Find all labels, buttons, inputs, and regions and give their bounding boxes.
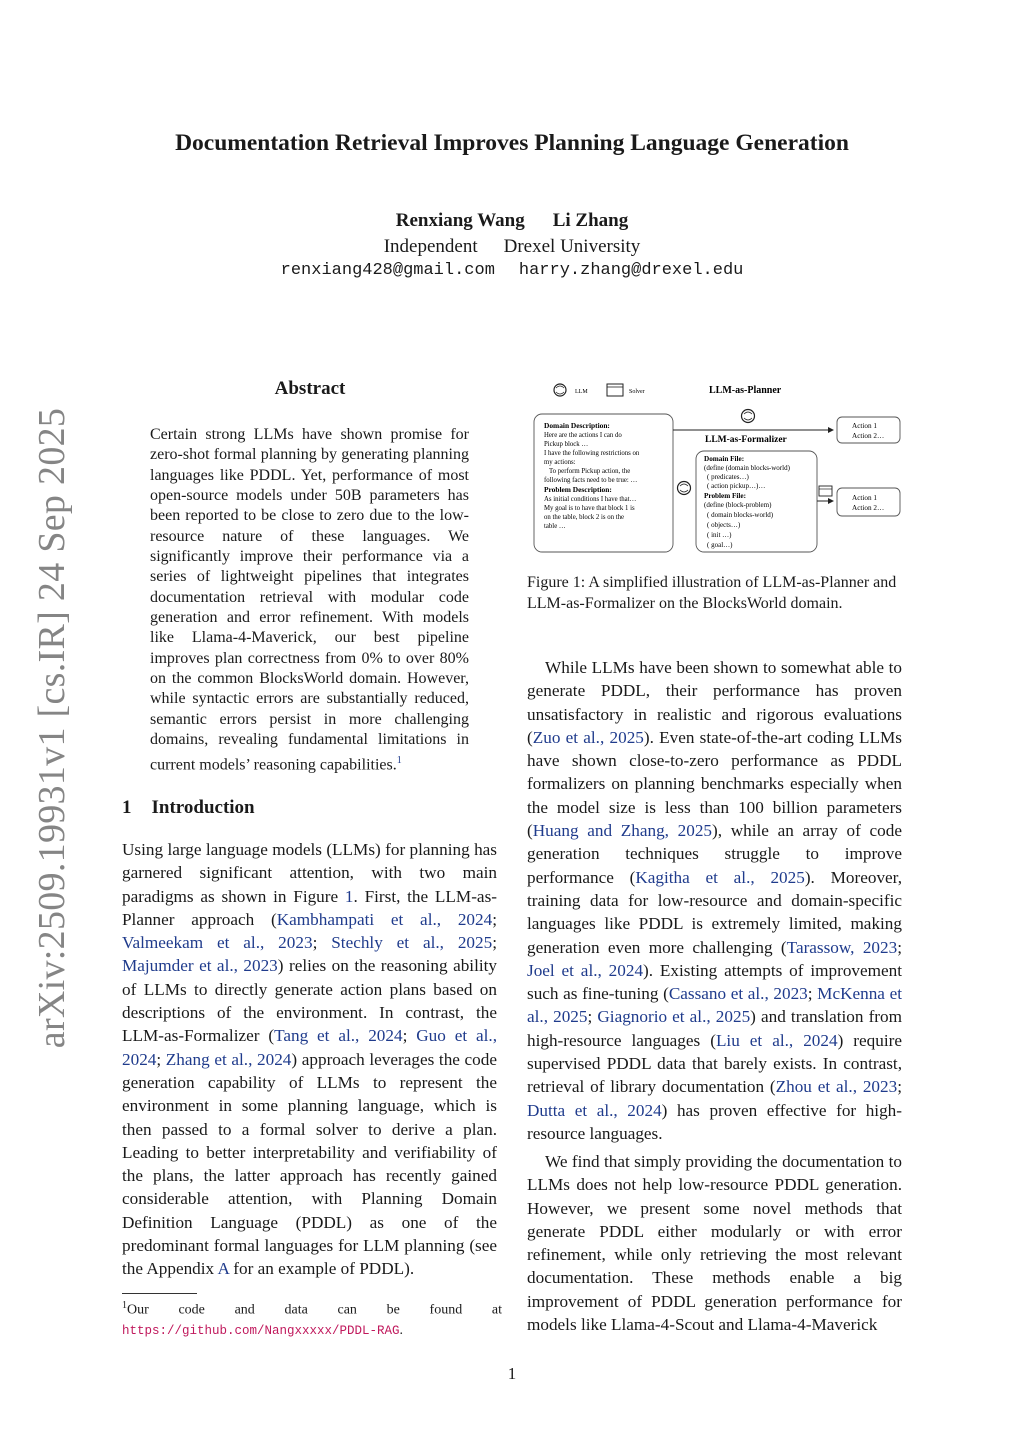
body-text: ) require supervised PDDL data that barely exists. In contrast, retrieval of library documentation (: [527, 1030, 902, 1097]
body-text: ). Even state-of-the-art coding LLMs have shown close-to-zero performance as PDDL formalizers on planning benchmarks especially when the model size is less than 100 billion parameters (: [527, 727, 902, 841]
citation-link[interactable]: Zhang et al., 2024: [165, 1049, 292, 1069]
affiliation-list: [0, 236, 1024, 258]
body-text: ;: [492, 933, 497, 953]
plan-output-text: Action 1 Action 2…: [852, 422, 885, 440]
body-text: ;: [897, 1077, 902, 1097]
citation-link[interactable]: McKenna et al., 2025: [527, 984, 902, 1027]
citation-link[interactable]: Stechly et al., 2025: [331, 933, 493, 953]
abstract-text: Certain strong LLMs have shown promise for zero-shot formal planning by generating planning languages like PDDL. Yet, performance of most open-source models under 50B parameters has been reported to be close to zero due to the low-resource nature of these languages. We significantly improve their performance via a series of lightweight pipelines that integrates documentation retrieval with modular code generation and error refinement. With models like Llama-4-Maverick, our best pipeline improves plan correctness from 0% to over 80% on the common BlocksWorld domain. However, while syntactic errors are substantially reduced, semantic errors persist in more challenging domains, revealing fundamental limitations in current models’ reasoning capabilities.: [150, 426, 469, 773]
author-name: Li Zhang: [552, 210, 629, 231]
body-text: ;: [807, 984, 818, 1004]
affiliation: Independent: [383, 236, 478, 257]
body-text: ), while an array of code generation techniques struggle to improve performance (: [527, 821, 902, 887]
solver-plan-text: Action 1 Action 2…: [852, 494, 885, 512]
page-number: 1: [507, 1364, 517, 1383]
body-text: ). Existing attempts of improvement such as fine-tuning (: [527, 960, 902, 1004]
footnote: [122, 1296, 502, 1341]
citation-link[interactable]: Giagnorio et al., 2025: [597, 1007, 751, 1027]
domain-file-text: (define (domain blocks-world) ( predicates…) ( action pickup…)…: [704, 464, 790, 490]
body-text: . First, the LLM-as-Planner approach (: [122, 886, 497, 929]
figure-1: [527, 376, 907, 560]
footnote-text: Our code and data can be found at: [127, 1302, 502, 1318]
problem-desc-title: Problem Description:: [544, 485, 612, 494]
planner-label: LLM-as-Planner: [709, 385, 782, 396]
body-text: ;: [897, 937, 902, 957]
citation-link[interactable]: Tang et al., 2024: [274, 1026, 403, 1046]
abstract-heading: Abstract: [274, 378, 346, 399]
section-title: Introduction: [151, 797, 255, 818]
author-list: [0, 210, 1024, 232]
footnote-rule: [122, 1293, 197, 1294]
citation-link[interactable]: Joel et al., 2024: [527, 960, 644, 980]
domain-desc-text: Here are the actions I can do Pickup block … I have the following restrictions on my actions: To perform Pickup action, the following facts need to be true: …: [544, 432, 640, 484]
body-text: ) approach leverages the code generation capability of LLMs to represent the environment in some planning language, which is then passed to a formal solver to derive a plan. Leading to better interpretability and verifiability of the plans, the latter approach has recently gained considerable attention, with Planning Domain Definition Language (PDDL) as one of the predominant formal languages for LLM planning (see the Appendix: [122, 1049, 498, 1279]
body-text: ;: [312, 933, 332, 953]
problem-desc-text: As initial conditions I have that… My goal is to have that block 1 is on the table, block 2 is on the table …: [544, 496, 637, 530]
right-paragraph-2: We find that simply providing the documentation to LLMs does not help low-resource PDDL generation. However, we present some novel methods that generate PDDL either modularly or with error refinement, while only retrieving the most relevant documentation. These methods enable a big improvement of PDDL generation performance for models like Llama-4-Scout and Llama-4-Maverick: [527, 1152, 902, 1335]
email-list: [0, 261, 1024, 280]
footnote-number: 1: [122, 1300, 127, 1311]
body-text: ;: [587, 1007, 598, 1027]
legend-llm-label: LLM: [575, 389, 588, 395]
formalizer-llm-icon: [678, 482, 691, 495]
body-text: for an example of PDDL).: [228, 1259, 415, 1279]
body-text: Using large language models (LLMs) for planning has garnered significant attention, with two main paradigms as shown in Figure: [122, 840, 497, 906]
body-text: ) relies on the reasoning ability of LLMs to directly generate action plans based on descriptions of the environment. In contrast, the LLM-as-Formalizer (: [122, 956, 497, 1046]
legend-solver-label: Solver: [629, 389, 645, 395]
intro-paragraph: [122, 838, 497, 1281]
body-text: ;: [156, 1049, 166, 1069]
footnote-marker[interactable]: 1: [396, 754, 402, 766]
author-email[interactable]: harry.zhang@drexel.edu: [518, 261, 744, 280]
code-url-link[interactable]: https://github.com/Nangxxxxx/PDDL-RAG: [122, 1323, 400, 1338]
body-text: ) has proven effective for high-resource languages.: [527, 1100, 902, 1143]
section-number: 1: [122, 797, 132, 818]
llm-legend-icon: [554, 384, 566, 396]
solver-icon: [819, 486, 832, 496]
citation-link[interactable]: Liu et al., 2024: [715, 1030, 838, 1050]
figure-reference-link[interactable]: 1: [344, 886, 354, 906]
right-paragraph-1: [527, 656, 902, 1145]
problem-file-text: (define (block-problem) ( domain blocks-world) ( objects…) ( init …) ( goal…): [704, 501, 774, 549]
author-name: Renxiang Wang: [395, 210, 525, 231]
section-heading: [122, 797, 255, 819]
problem-file-title: Problem File:: [704, 492, 746, 500]
arxiv-identifier: arXiv:2509.19931v1 [cs.IR] 24 Sep 2025: [31, 407, 73, 1049]
appendix-reference-link[interactable]: A: [217, 1259, 229, 1279]
body-text: While LLMs have been shown to somewhat able to generate PDDL, their performance has proven unsatisfactory in realistic and rigorous evaluations (: [527, 658, 902, 747]
citation-link[interactable]: Zuo et al., 2025: [532, 727, 644, 747]
figure-caption: Figure 1: A simplified illustration of LLM-as-Planner and LLM-as-Formalizer on the BlocksWorld domain.: [527, 574, 897, 612]
citation-link[interactable]: Huang and Zhang, 2025: [532, 821, 713, 841]
citation-link[interactable]: Dutta et al., 2024: [527, 1100, 662, 1120]
affiliation: Drexel University: [503, 236, 641, 257]
formalizer-label: LLM-as-Formalizer: [705, 435, 787, 445]
body-text: ;: [492, 909, 497, 929]
citation-link[interactable]: Tarassow, 2023: [786, 937, 898, 957]
author-email[interactable]: renxiang428@gmail.com: [280, 261, 495, 280]
abstract-body: [150, 425, 469, 775]
citation-link[interactable]: Kagitha et al., 2025: [635, 867, 805, 887]
domain-file-title: Domain File:: [704, 455, 745, 463]
citation-link[interactable]: Cassano et al., 2023: [668, 984, 808, 1004]
solver-legend-icon: [607, 384, 623, 396]
paper-title: Documentation Retrieval Improves Planning Language Generation: [175, 130, 849, 156]
footnote-end: .: [399, 1322, 404, 1338]
citation-link[interactable]: Majumder et al., 2023: [122, 956, 278, 976]
body-text: ) and translation from high-resource languages (: [527, 1007, 902, 1050]
body-text: ). Moreover, training data for low-resource and domain-specific languages like PDDL is extremely limited, making generation even more challenging (: [527, 867, 902, 957]
planner-llm-icon: [742, 410, 755, 423]
citation-link[interactable]: Guo et al., 2024: [122, 1026, 497, 1069]
citation-link[interactable]: Kambhampati et al., 2024: [276, 909, 493, 929]
domain-desc-title: Domain Description:: [544, 421, 610, 430]
citation-link[interactable]: Zhou et al., 2023: [775, 1077, 898, 1097]
citation-link[interactable]: Valmeekam et al., 2023: [122, 933, 313, 953]
body-text: ;: [402, 1026, 417, 1046]
